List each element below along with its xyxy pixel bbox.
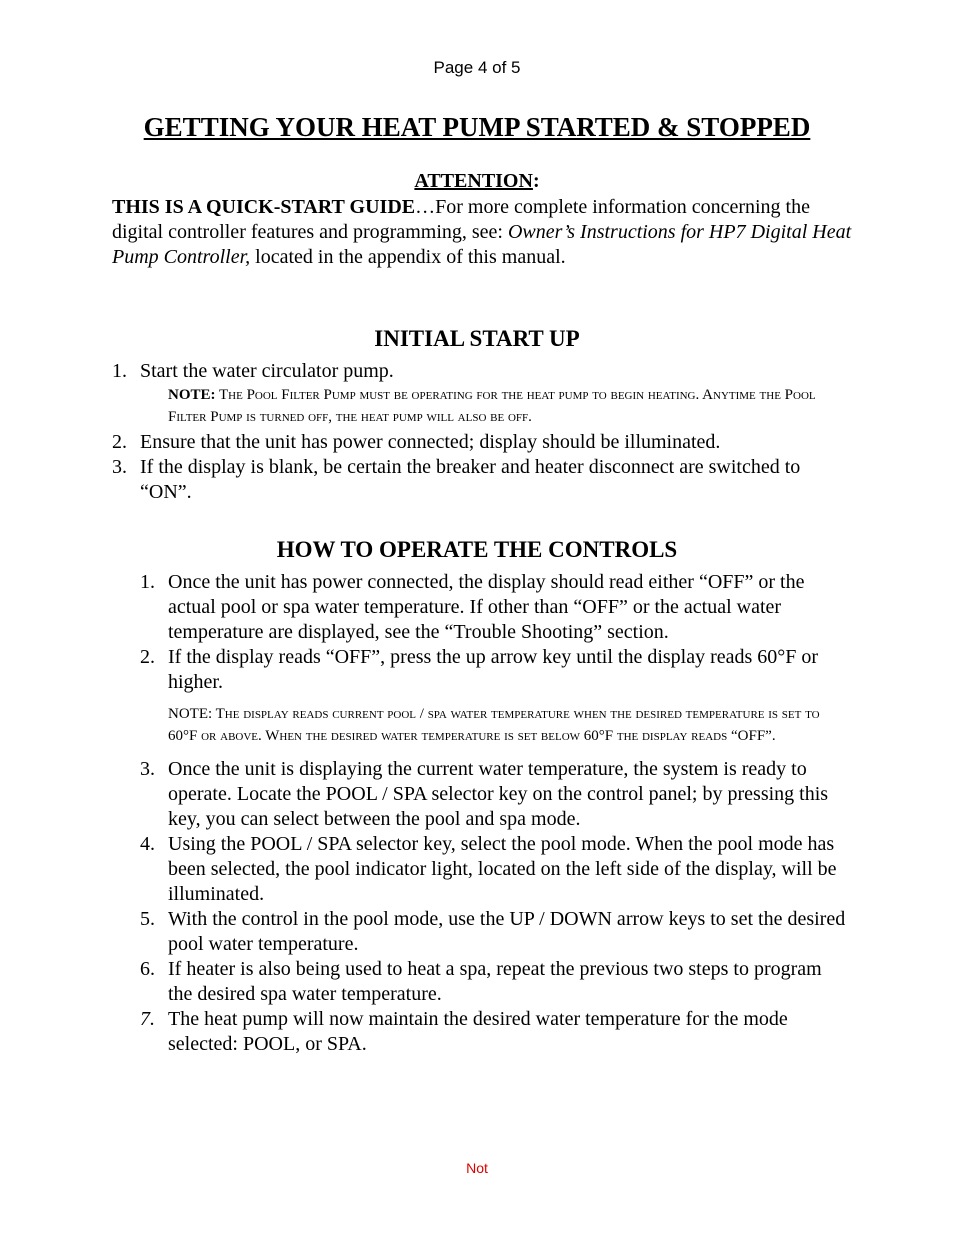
list-item [140, 570, 846, 645]
list-item [112, 455, 845, 505]
attention-heading [0, 170, 954, 193]
item-text: The heat pump will now maintain the desired water temperature for the mode selected: POOL, or SPA. [168, 1008, 788, 1055]
list-item [140, 1007, 846, 1057]
attention-text-1: …For more complete information concerning the digital controller features and programming, see: [112, 196, 810, 243]
item-number: 3. [112, 456, 127, 478]
list-item [140, 645, 846, 747]
quick-start-lead: THIS IS A QUICK-START GUIDE [112, 196, 416, 218]
list-item [140, 832, 846, 907]
item-text: Once the unit has power connected, the display should read either “OFF” or the actual pool or spa water temperature. If other than “OFF” or the actual water temperature are displayed, see the “Trouble Shooting” section. [168, 571, 805, 643]
item-text: Using the POOL / SPA selector key, select the pool mode. When the pool mode has been selected, the pool indicator light, located on the left side of the display, will be illuminated. [168, 833, 837, 905]
attention-colon: : [532, 170, 540, 192]
attention-text-2: located in the appendix of this manual. [250, 246, 566, 268]
initial-start-up-heading: INITIAL START UP [374, 326, 580, 351]
page-title: GETTING YOUR HEAT PUMP STARTED & STOPPED [143, 112, 811, 142]
item-text: Once the unit is displaying the current water temperature, the system is ready to operate. Locate the POOL / SPA selector key on the control panel; by pressing this key, you can select between the pool and spa mode. [168, 758, 829, 830]
list-item [140, 957, 846, 1007]
note-label: NOTE: [168, 387, 216, 403]
item-number: 2. [140, 646, 155, 668]
item-text: If the display is blank, be certain the breaker and heater disconnect are switched to “ON”. [140, 456, 801, 503]
item-number: 2. [112, 431, 127, 453]
initial-start-up-list [112, 359, 845, 505]
list-item [140, 907, 846, 957]
item-number: 5. [140, 908, 155, 930]
item-number: 4. [140, 833, 155, 855]
attention-label: ATTENTION [414, 170, 533, 192]
footer-text: Not [466, 1160, 488, 1176]
owners-instructions-reference: Owner’s Instructions for HP7 Digital Heat Pump Controller, [112, 221, 852, 268]
pump-note [168, 384, 845, 428]
item-text: If the display reads “OFF”, press the up arrow key until the display reads 60°F or higher. [168, 646, 819, 693]
item-text: Start the water circulator pump. [140, 360, 394, 382]
item-text: Ensure that the unit has power connected; display should be illuminated. [140, 431, 721, 453]
item-number: 6. [140, 958, 155, 980]
list-item [112, 430, 845, 455]
item-text: If heater is also being used to heat a spa, repeat the previous two steps to program the desired spa water temperature. [168, 958, 822, 1005]
controls-heading: HOW TO OPERATE THE CONTROLS [276, 537, 678, 562]
display-note: NOTE: The display reads current pool / spa water temperature when the desired temperature is set to 60°F or above. When the desired water temperature is set below 60°F the display reads “OFF”. [168, 706, 820, 744]
attention-paragraph [112, 195, 852, 270]
item-text: With the control in the pool mode, use the UP / DOWN arrow keys to set the desired pool water temperature. [168, 908, 846, 955]
item-number: 1. [140, 571, 155, 593]
item-number: 3. [140, 758, 155, 780]
item-number: 7. [140, 1008, 155, 1030]
list-item [140, 757, 846, 832]
page-number: Page 4 of 5 [433, 58, 521, 77]
controls-list [140, 570, 846, 1057]
item-number: 1. [112, 360, 127, 382]
list-item [112, 359, 845, 428]
note-text: The Pool Filter Pump must be operating for the heat pump to begin heating. Anytime the Pool Filter Pump is turned off, the heat pump will also be off. [168, 387, 816, 425]
